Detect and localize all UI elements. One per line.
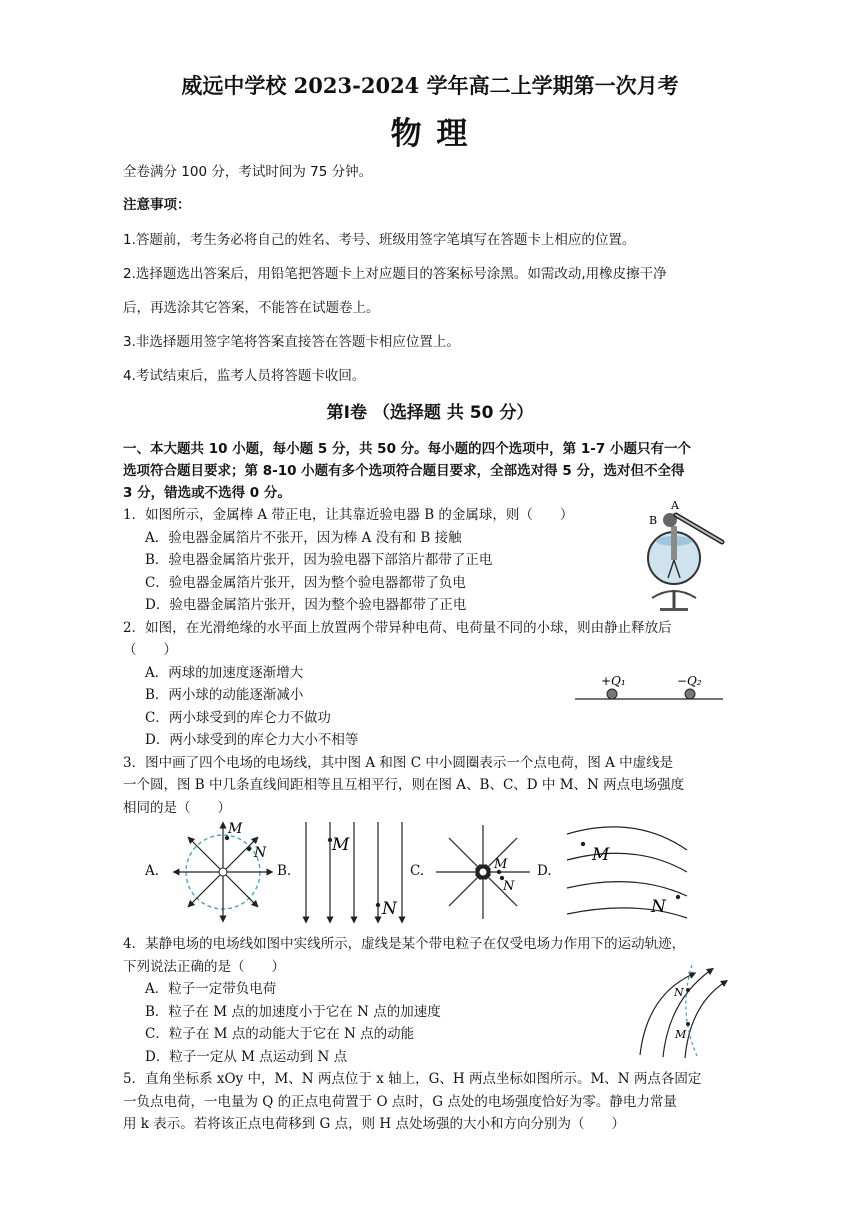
section-title: 第Ⅰ卷 （选择题 共 50 分）: [326, 403, 534, 423]
point-m-label: M: [675, 1028, 687, 1041]
question-1-option-a: A．验电器金属箔片不张开，因为棒 A 没有和 B 接触: [145, 530, 462, 546]
charge-q1-label: +Q₁: [601, 674, 626, 688]
two-charges-figure: [575, 672, 725, 704]
question-4-stem: 4．某静电场的电场线如图中实线所示，虚线是某个带电粒子在仅受电场力作用下的运动轨迹，: [123, 936, 686, 952]
question-4-option-b: B．粒子在 M 点的加速度小于它在 N 点的加速度: [145, 1004, 441, 1020]
notice-line: 2.选择题选出答案后，用铅笔把答题卡上对应题目的答案标号涂黑。如需改动,用橡皮擦干净: [123, 266, 667, 282]
point-n-label: N: [503, 879, 515, 894]
sphere-label: B: [649, 514, 658, 527]
notice-heading: 注意事项：: [123, 197, 191, 213]
field-figure-a: [175, 820, 275, 925]
notice-line: 3.非选择题用签字笔将答案直接答在答题卡相应位置上。: [123, 334, 460, 350]
figure-c-letter: C.: [410, 863, 425, 879]
figure-d-letter: D.: [537, 863, 552, 879]
charge-q2-label: −Q₂: [677, 674, 702, 688]
question-2-option-c: C．两小球受到的库仑力不做功: [145, 710, 331, 726]
notice-line: 后，再选涂其它答案，不能答在试题卷上。: [123, 300, 380, 316]
question-4-option-c: C．粒子在 M 点的动能大于它在 N 点的动能: [145, 1026, 415, 1042]
field-figure-b: [298, 820, 408, 925]
figure-a-letter: A.: [145, 863, 160, 879]
question-4-option-d: D．粒子一定从 M 点运动到 N 点: [145, 1049, 348, 1065]
exam-intro: 全卷满分 100 分，考试时间为 75 分钟。: [123, 164, 373, 180]
question-4-stem: 下列说法正确的是（ ）: [123, 959, 285, 975]
section-instruction: 一、本大题共 10 小题，每小题 5 分，共 50 分。每小题的四个选项中，第 1-7 小题只有一个: [123, 441, 691, 457]
notice-line: 4.考试结束后，监考人员将答题卡收回。: [123, 368, 366, 384]
question-1-option-b: B．验电器金属箔片张开，因为验电器下部箔片都带了正电: [145, 552, 493, 568]
section-instruction: 选项符合题目要求；第 8-10 小题有多个选项符合题目要求，全部选对得 5 分，选对但不全得: [123, 463, 685, 479]
question-5-stem: 一负点电荷，一电量为 Q 的正点电荷置于 O 点时，G 点处的电场强度恰好为零。静电力常量: [123, 1094, 677, 1110]
question-1-option-d: D．验电器金属箔片张开，因为整个验电器都带了正电: [145, 597, 467, 613]
question-2-option-b: B．两小球的动能逐渐减小: [145, 687, 304, 703]
question-1-stem: 1．如图所示，金属棒 A 带正电，让其靠近验电器 B 的金属球，则（ ）: [123, 507, 574, 523]
section-instruction: 3 分，错选或不选得 0 分。: [123, 485, 291, 501]
figure-b-letter: B.: [277, 863, 292, 879]
question-4-option-a: A．粒子一定带负电荷: [145, 981, 277, 997]
field-figure-d: [565, 820, 690, 920]
question-3-stem: 3．图中画了四个电场的电场线，其中图 A 和图 C 中小圆圈表示一个点电荷，图 A 中虚线是: [123, 755, 674, 771]
point-n-label: N: [674, 986, 684, 999]
point-m-label: M: [592, 845, 610, 865]
point-m-label: M: [228, 821, 243, 837]
point-m-label: M: [332, 835, 350, 855]
field-trajectory-figure: [635, 960, 730, 1060]
question-2-stem-cont: （ ）: [123, 642, 177, 658]
subject-title: 物 理: [390, 116, 470, 152]
point-m-label: M: [494, 857, 508, 872]
question-5-stem: 5．直角坐标系 xOy 中，M、N 两点位于 x 轴上，G、H 两点坐标如图所示。M、N 两点各固定: [123, 1071, 702, 1087]
question-3-stem: 相同的是（ ）: [123, 800, 231, 816]
question-5-stem: 用 k 表示。若将该正点电荷移到 G 点，则 H 点处场强的大小和方向分别为（ ）: [123, 1116, 625, 1132]
question-2-option-a: A．两球的加速度逐渐增大: [145, 665, 304, 681]
question-2-option-d: D．两小球受到的库仑力大小不相等: [145, 732, 359, 748]
exam-title: 威远中学校 2023-2024 学年高二上学期第一次月考: [181, 73, 679, 98]
field-figure-c: [435, 820, 535, 925]
question-1-option-c: C．验电器金属箔片张开，因为整个验电器都带了负电: [145, 575, 466, 591]
point-n-label: N: [254, 845, 267, 861]
notice-line: 1.答题前，考生务必将自己的姓名、考号、班级用签字笔填写在答题卡上相应的位置。: [123, 232, 636, 248]
question-3-stem: 一个圆，图 B 中几条直线间距相等且互相平行，则在图 A、B、C、D 中 M、N 两点电场强度: [123, 777, 685, 793]
point-n-label: N: [382, 899, 397, 919]
electroscope-figure: [630, 498, 730, 613]
point-n-label: N: [651, 897, 666, 917]
question-2-stem: 2．如图，在光滑绝缘的水平面上放置两个带异种电荷、电荷量不同的小球，则由静止释放后: [123, 620, 672, 636]
rod-label: A: [671, 499, 679, 512]
